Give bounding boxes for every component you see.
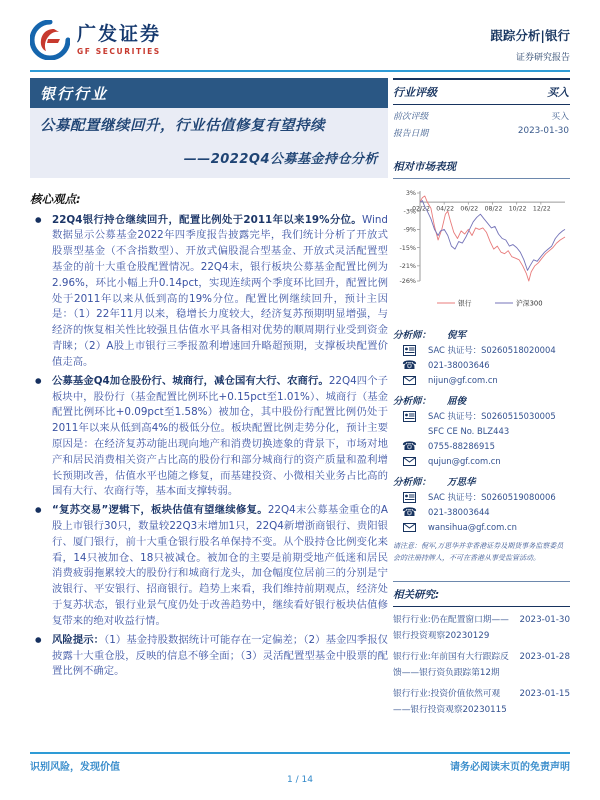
core-bullet-risk-lead: 风险提示：	[52, 633, 105, 646]
analyst-sac-number: SAC 执证号：S0260518020004	[428, 345, 556, 355]
core-bullet-1-text: Wind数据显示公募基金2022年四季度报告披露完毕，我们统计分析了开放式股票型基金（不含指数型）、开放式偏股混合型基金、开放式灵活配置型基金的前十大重仓股配置情况。22Q4末，银行板块公募基金配置比例为2.96%，环比小幅上升0.14pct，实现连续两个季度环比回升，配置比例处于2011年以来从低到高的19%分位。配置比例继续回升，预计主因是：（1）22年11月以来，稳增长力度较大，经济复苏预期明显增强，与经济的恢复相关性比较强且估值水平具备相对优势的顺周期行业受到资金青睐；（2）A股上市银行三季报盈利增速回升略超预期，支撑板块配置价值走高。	[52, 213, 388, 368]
analysts-block	[393, 327, 570, 565]
svg-text:-3%: -3%	[403, 207, 416, 216]
analyst-2-mail-row	[393, 455, 570, 467]
report-title: 公募配置继续回升，行业估值修复有望持续	[40, 118, 325, 134]
rating-label: 行业评级	[393, 86, 437, 99]
footer-disclaimer: 请务必阅读末页的免责声明	[450, 762, 570, 773]
analyst-phone: 0755-88286915	[428, 441, 495, 451]
page-number: 1 / 14	[287, 775, 313, 785]
analyst-phone: 021-38003646	[428, 360, 490, 370]
core-views-heading: 核心观点:	[30, 191, 81, 206]
prev-rating-row	[393, 105, 570, 122]
core-bullet-2	[52, 374, 388, 501]
mail-icon	[402, 521, 417, 533]
prev-rating-label: 前次评级	[393, 112, 429, 122]
analyst-2-sac-row	[393, 410, 570, 422]
svg-text:06/22: 06/22	[460, 205, 479, 213]
analyst-2-phone-row	[393, 440, 570, 452]
core-bullet-3-text: 22Q4末公募基金重仓的A股上市银行30只，数量较22Q3末增加1只，22Q4新增浙商银行、贵阳银行、厦门银行，前十大重仓银行股名单保持不变。从个股持仓比例变化来看，14只被加仓、18只被减仓。被加仓的主要是前期受地产低迷和居民消费疲弱拖累较大的股份行和城商行龙头，加仓幅度位居前三的分别是宁波银行、平安银行、招商银行。趋势上来看，我们维持前期观点，经济处于复苏状态，银行业景气度仍处于改善趋势中，继续看好银行板块估值修复带来的绝对收益行情。	[52, 504, 388, 627]
title-band	[30, 108, 388, 178]
svg-text:沪深300: 沪深300	[516, 299, 543, 308]
analyst-email: nijun@gf.com.cn	[428, 375, 498, 385]
main-column	[30, 78, 388, 683]
related-item-title: 银行行业:投资价值依然可观——银行投资观察20230115	[393, 689, 507, 716]
analyst-1-sac-row	[393, 344, 570, 356]
mail-icon	[402, 374, 417, 386]
report-subtitle: ——2022Q4公募基金持仓分析	[183, 151, 378, 167]
related-item-date: 2023-01-30	[519, 614, 570, 625]
analyst-name: 倪军	[447, 330, 467, 341]
report-category: 证券研究报告	[515, 53, 570, 63]
core-bullet-2-text: 22Q4四个子板块中，股份行（基金配置比例环比+0.15pct至1.01%）、城商行（基金配置比例环比+0.09pct至1.58%）被加仓，其中股份行配置比例仍处于2011年以来从低到高4%的极低分位。板块配置比例走势分化，预计主要原因是：在经济复苏动能出现向地产和消费切换迹象的背景下，市场对地产和居民消费相关资产占比高的股份行和部分城商行的资产质量和盈利增长预期改善，估值水平也随之修复，而基建投资、小微相关业务占比高的国有大行、农商行等，基本面支撑转弱。	[52, 374, 388, 498]
performance-chart	[393, 185, 570, 313]
core-bullet-risk	[52, 633, 388, 680]
related-item	[393, 686, 570, 718]
gf-securities-logo-icon	[30, 20, 70, 60]
license-icon	[402, 410, 417, 422]
svg-text:-15%: -15%	[399, 243, 416, 252]
report-date-value: 2023-01-30	[517, 126, 569, 136]
mail-icon	[402, 455, 417, 467]
analyst-sfc-number: SFC CE No. BLZ443	[428, 426, 510, 436]
core-views-list	[30, 213, 388, 681]
analyst-phone: 021-38003644	[428, 507, 490, 517]
report-type: 跟踪分析|银行	[490, 28, 570, 43]
footer-divider	[30, 752, 570, 754]
svg-text:3%: 3%	[405, 189, 416, 198]
related-item	[393, 649, 570, 681]
license-icon	[402, 344, 417, 356]
related-item-title: 银行行业:仍在配置窗口期——银行投资观察20230129	[393, 614, 509, 641]
core-bullet-1-lead: 22Q4银行持仓继续回升，配置比例处于2011年以来19%分位。	[52, 213, 362, 226]
hk-license-note: 请注意：倪军,万思华并非香港证券及期货事务监察委员会的注册持牌人，不可在香港从事受监管活动。	[393, 542, 564, 562]
analyst-name: 万思华	[447, 477, 476, 488]
related-item-date: 2023-01-28	[519, 651, 570, 662]
svg-text:-9%: -9%	[403, 225, 416, 234]
svg-text:08/22: 08/22	[484, 205, 503, 213]
related-item-date: 2023-01-15	[519, 689, 570, 700]
analyst-1-header	[393, 327, 570, 341]
icon-spacer	[402, 425, 417, 437]
prev-rating-value: 买入	[551, 112, 569, 122]
core-bullet-2-lead: 公募基金Q4加仓股份行、城商行，减仓国有大行、农商行。	[52, 374, 329, 387]
analyst-3-phone-row	[393, 506, 570, 518]
footer-slogan: 识别风险，发现价值	[30, 762, 120, 773]
analyst-name: 屈俊	[447, 396, 467, 407]
svg-text:10/22: 10/22	[508, 205, 527, 213]
performance-chart-wrap	[393, 185, 570, 317]
analyst-label: 分析师：	[393, 396, 432, 407]
svg-text:-26%: -26%	[399, 277, 416, 286]
core-bullet-1	[52, 213, 388, 371]
svg-text:-21%: -21%	[399, 262, 416, 271]
company-logo	[30, 20, 570, 60]
industry-band: 银行行业	[30, 78, 388, 108]
analyst-email: qujun@gf.com.cn	[428, 456, 501, 466]
analyst-2-header	[393, 393, 570, 407]
svg-text:02/22: 02/22	[412, 205, 430, 213]
analyst-label: 分析师：	[393, 477, 432, 488]
analyst-3-sac-row	[393, 491, 570, 503]
report-date-label: 报告日期	[393, 129, 429, 139]
rating-value: 买入	[547, 86, 569, 99]
license-icon	[402, 491, 417, 503]
analyst-email: wansihua@gf.com.cn	[428, 522, 517, 532]
analyst-3-header	[393, 474, 570, 488]
logo-text-en: GF SECURITIES	[77, 46, 161, 56]
svg-text:12/22: 12/22	[532, 205, 551, 213]
analyst-sac-number: SAC 执证号：S0260519080006	[428, 492, 556, 502]
header-divider	[30, 70, 570, 72]
report-header	[30, 20, 570, 68]
svg-text:银行: 银行	[458, 299, 472, 308]
related-item	[393, 612, 570, 644]
market-performance-title: 相对市场表现	[393, 159, 570, 179]
phone-icon: ☎	[402, 505, 417, 519]
core-bullet-3	[52, 503, 388, 630]
analyst-1-phone-row	[393, 359, 570, 371]
analyst-label: 分析师：	[393, 330, 432, 341]
analyst-sac-number: SAC 执证号：S0260515030005	[428, 411, 556, 421]
core-bullet-3-lead: “复苏交易”逻辑下，板块估值有望继续修复。	[52, 504, 268, 517]
sidebar	[393, 78, 570, 718]
analyst-1-mail-row	[393, 374, 570, 386]
related-research-title: 相关研究:	[393, 582, 570, 607]
analyst-2-sfc-row	[393, 425, 570, 437]
related-item-title: 银行行业:年前国有大行跟踪反馈——银行资负跟踪第12期	[393, 651, 509, 679]
industry-rating-row	[393, 78, 570, 105]
logo-text-cn: 广发证券	[77, 22, 162, 45]
phone-icon: ☎	[402, 439, 417, 453]
analyst-3-mail-row	[393, 521, 570, 533]
report-date-row	[393, 122, 570, 139]
svg-text:04/22: 04/22	[436, 205, 455, 213]
phone-icon: ☎	[402, 358, 417, 372]
core-bullet-risk-text: （1）基金持股数据统计可能存在一定偏差；（2）基金四季报仅披露十大重仓股，反映的信息不够全面；（3）灵活配置型基金中股票的配置比例不确定。	[52, 633, 388, 678]
